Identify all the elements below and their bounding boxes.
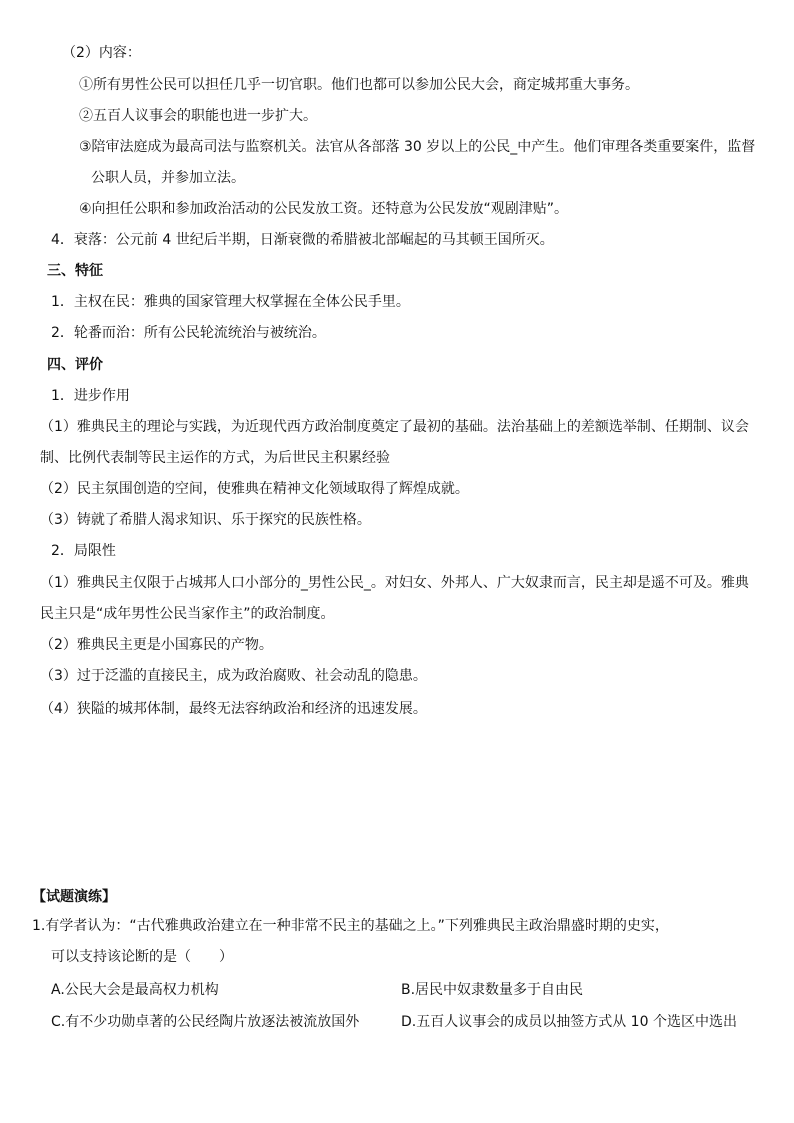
limit-item-1: （1）雅典民主仅限于占城邦人口小部分的_男性公民_。对妇女、外邦人、广大奴隶而言，民主却是遥不可及。雅典 bbox=[40, 575, 749, 591]
limit-item-1-cont: 民主只是“成年男性公民当家作主”的政治制度。 bbox=[40, 606, 335, 622]
content-item-1: ①所有男性公民可以担任几乎一切官职。他们也都可以参加公民大会，商定城邦重大事务。 bbox=[79, 77, 639, 93]
progress-item-2: （2）民主氛围创造的空间，使雅典在精神文化领域取得了辉煌成就。 bbox=[40, 481, 469, 497]
question-1-stem: 1.有学者认为：“古代雅典政治建立在一种非常不民主的基础之上。”下列雅典民主政治鼎盛时期的史实， bbox=[32, 918, 669, 934]
option-a: A.公民大会是最高权力机构 bbox=[51, 982, 219, 998]
content-item-2: ②五百人议事会的职能也进一步扩大。 bbox=[79, 108, 317, 124]
decline-text: 4．衰落：公元前 4 世纪后半期，日渐衰微的希腊被北部崛起的马其顿王国所灭。 bbox=[51, 232, 554, 248]
feature-1: 1．主权在民：雅典的国家管理大权掌握在全体公民手里。 bbox=[51, 294, 410, 310]
limit-item-2: （2）雅典民主更是小国寡民的产物。 bbox=[40, 637, 273, 653]
option-c: C.有不少功勋卓著的公民经陶片放逐法被流放国外 bbox=[51, 1014, 360, 1030]
evaluation-limits-heading: 2．局限性 bbox=[51, 543, 116, 559]
question-1-stem-cont: 可以支持该论断的是（ ） bbox=[51, 949, 233, 965]
evaluation-progress-heading: 1．进步作用 bbox=[51, 388, 130, 404]
section-heading-evaluation: 四、评价 bbox=[47, 357, 103, 373]
content-item-4: ④向担任公职和参加政治活动的公民发放工资。还特意为公民发放“观剧津贴”。 bbox=[79, 201, 569, 217]
exercise-title: 【试题演练】 bbox=[32, 889, 116, 905]
limit-item-4: （4）狭隘的城邦体制，最终无法容纳政治和经济的迅速发展。 bbox=[40, 701, 427, 717]
limit-item-3: （3）过于泛滥的直接民主，成为政治腐败、社会动乱的隐患。 bbox=[40, 668, 427, 684]
section-heading-features: 三、特征 bbox=[47, 263, 103, 279]
feature-2: 2．轮番而治：所有公民轮流统治与被统治。 bbox=[51, 325, 326, 341]
progress-item-1: （1）雅典民主的理论与实践，为近现代西方政治制度奠定了最初的基础。法治基础上的差额选举制、任期制、议会 bbox=[40, 419, 749, 435]
content-heading: （2）内容： bbox=[62, 45, 141, 61]
content-item-3-cont: 公职人员，并参加立法。 bbox=[91, 170, 245, 186]
option-b: B.居民中奴隶数量多于自由民 bbox=[401, 982, 584, 998]
content-item-3: ③陪审法庭成为最高司法与监察机关。法官从各部落 30 岁以上的公民_中产生。他们审理各类重要案件，监督 bbox=[79, 139, 756, 155]
progress-item-1-cont: 制、比例代表制等民主运作的方式，为后世民主积累经验 bbox=[40, 450, 390, 466]
progress-item-3: （3）铸就了希腊人渴求知识、乐于探究的民族性格。 bbox=[40, 512, 371, 528]
option-d: D.五百人议事会的成员以抽签方式从 10 个选区中选出 bbox=[401, 1014, 737, 1030]
